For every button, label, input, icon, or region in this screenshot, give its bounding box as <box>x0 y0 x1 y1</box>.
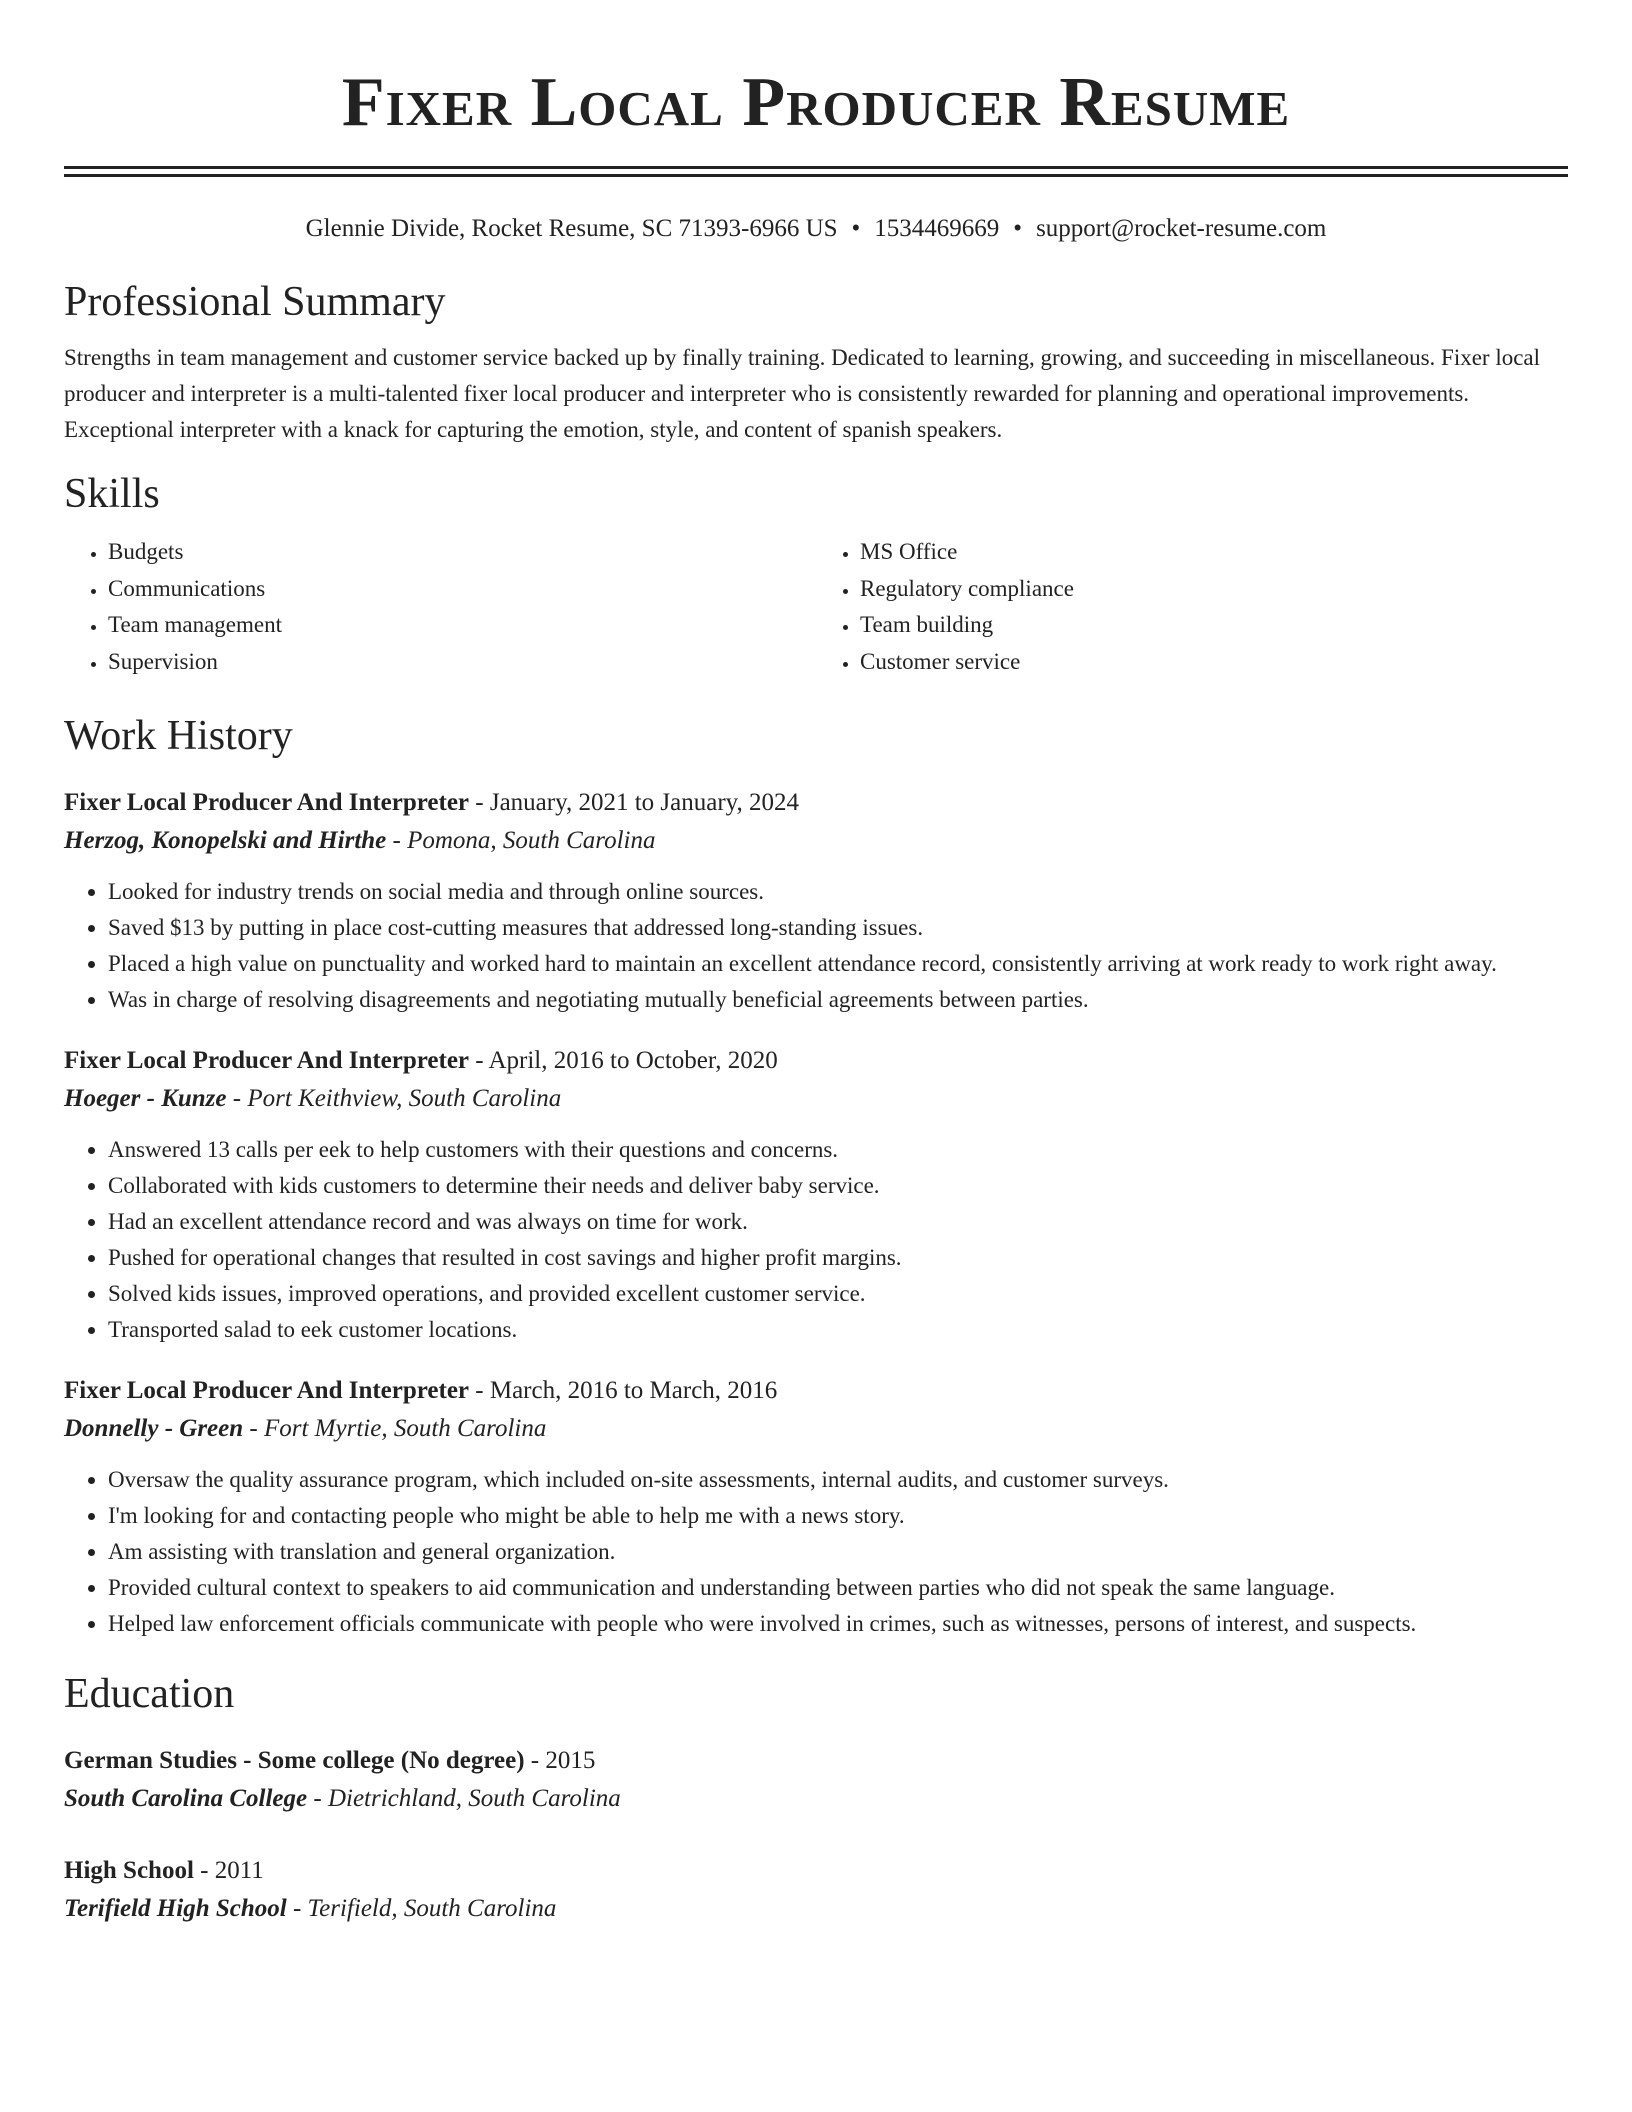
contact-separator: • <box>851 215 861 242</box>
company-line <box>64 1080 1568 1118</box>
contact-line <box>64 212 1568 246</box>
job-bullets <box>64 1462 1568 1642</box>
skill-item: • Team building <box>860 607 1568 644</box>
job-title: Fixer Local Producer And Interpreter <box>64 1377 470 1404</box>
job-dates: - March, 2016 to March, 2016 <box>469 1377 778 1404</box>
company-location: - Fort Myrtie, South Carolina <box>243 1415 547 1442</box>
resume-title: Fixer Local Producer Resume <box>341 64 1291 141</box>
degree-year: - 2015 <box>524 1747 596 1774</box>
education-heading: Education <box>64 1671 235 1717</box>
work-history-heading: Work History <box>64 713 293 759</box>
job-bullet: • I'm looking for and contacting people who might be able to help me with a news story. <box>108 1498 1568 1534</box>
school-location: - Dietrichland, South Carolina <box>307 1785 621 1812</box>
degree-name: German Studies - Some college (No degree) <box>64 1747 525 1774</box>
degree-name: High School <box>64 1857 194 1884</box>
degree-line <box>64 1852 1568 1890</box>
job-bullets <box>64 1132 1568 1348</box>
skill-item: • Supervision <box>108 644 816 681</box>
job-title: Fixer Local Producer And Interpreter <box>64 1047 470 1074</box>
company-line <box>64 822 1568 860</box>
contact-separator: • <box>1013 215 1023 242</box>
school-line <box>64 1890 1568 1928</box>
skill-item: • Regulatory compliance <box>860 571 1568 608</box>
school-name: South Carolina College <box>64 1785 308 1812</box>
skill-item: • MS Office <box>860 534 1568 571</box>
contact-email: support@rocket-resume.com <box>1036 215 1327 242</box>
school-name: Terifield High School <box>64 1895 287 1922</box>
resume-page <box>64 0 1568 1928</box>
company-location: - Pomona, South Carolina <box>386 827 656 854</box>
job-entry <box>64 784 1568 1018</box>
job-bullet: • Looked for industry trends on social media and through online sources. <box>108 874 1568 910</box>
company-line <box>64 1410 1568 1448</box>
job-bullets <box>64 874 1568 1018</box>
education-entry <box>64 1742 1568 1818</box>
school-line <box>64 1780 1568 1818</box>
job-entry <box>64 1372 1568 1642</box>
school-location: - Terifield, South Carolina <box>286 1895 557 1922</box>
skills-right-list <box>816 534 1568 680</box>
degree-year: - 2011 <box>193 1857 264 1884</box>
job-dates: - January, 2021 to January, 2024 <box>469 789 800 816</box>
job-entry <box>64 1042 1568 1348</box>
summary-heading: Professional Summary <box>64 279 446 325</box>
skills-heading: Skills <box>64 471 160 517</box>
company-location: - Port Keithview, South Carolina <box>226 1085 562 1112</box>
job-bullet: • Transported salad to eek customer locations. <box>108 1312 1568 1348</box>
summary-text: Strengths in team management and customer service backed up by finally training. Dedicated to learning, growing, and succeeding in miscellaneous. Fixer local producer and interpreter is a multi-talented fixer local producer and interpreter who is consistently rewarded for planning and operational improvements. Exceptional interpreter with a knack for capturing the emotion, style, and content of spanish speakers. <box>64 345 1541 442</box>
skills-left-list <box>64 534 816 680</box>
skill-item: • Budgets <box>108 534 816 571</box>
education-entry <box>64 1852 1568 1928</box>
job-title: Fixer Local Producer And Interpreter <box>64 789 470 816</box>
job-bullet: • Provided cultural context to speakers to aid communication and understanding between parties who did not speak the same language. <box>108 1570 1568 1606</box>
skill-item: • Team management <box>108 607 816 644</box>
skill-item: • Customer service <box>860 644 1568 681</box>
job-bullet: • Answered 13 calls per eek to help customers with their questions and concerns. <box>108 1132 1568 1168</box>
job-bullet: • Saved $13 by putting in place cost-cutting measures that addressed long-standing issues. <box>108 910 1568 946</box>
contact-address: Glennie Divide, Rocket Resume, SC 71393-6966 US <box>305 215 838 242</box>
job-bullet: • Oversaw the quality assurance program, which included on-site assessments, internal audits, and customer surveys. <box>108 1462 1568 1498</box>
job-bullet: • Helped law enforcement officials communicate with people who were involved in crimes, such as witnesses, persons of interest, and suspects. <box>108 1606 1568 1642</box>
degree-line <box>64 1742 1568 1780</box>
skills-columns <box>64 534 1568 680</box>
skill-item: • Communications <box>108 571 816 608</box>
job-bullet: • Am assisting with translation and general organization. <box>108 1534 1568 1570</box>
title-double-rule <box>64 166 1568 177</box>
job-dates: - April, 2016 to October, 2020 <box>469 1047 778 1074</box>
job-title-line <box>64 1042 1568 1080</box>
job-title-line <box>64 1372 1568 1410</box>
company-name: Hoeger - Kunze <box>64 1085 227 1112</box>
company-name: Herzog, Konopelski and Hirthe <box>64 827 387 854</box>
job-bullet: • Solved kids issues, improved operations, and provided excellent customer service. <box>108 1276 1568 1312</box>
job-bullet: • Placed a high value on punctuality and worked hard to maintain an excellent attendance record, consistently arriving at work ready to work right away. <box>108 946 1568 982</box>
job-bullet: • Was in charge of resolving disagreements and negotiating mutually beneficial agreements between parties. <box>108 982 1568 1018</box>
company-name: Donnelly - Green <box>64 1415 244 1442</box>
contact-phone: 1534469669 <box>874 215 1000 242</box>
job-bullet: • Had an excellent attendance record and was always on time for work. <box>108 1204 1568 1240</box>
job-bullet: • Collaborated with kids customers to determine their needs and deliver baby service. <box>108 1168 1568 1204</box>
job-bullet: • Pushed for operational changes that resulted in cost savings and higher profit margins. <box>108 1240 1568 1276</box>
job-title-line <box>64 784 1568 822</box>
